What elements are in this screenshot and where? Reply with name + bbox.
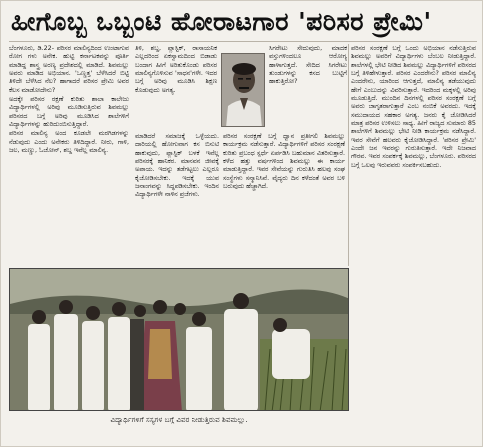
article-column-1 (9, 44, 129, 266)
paragraph: ಪರಿಸರ ಮಾಲಿನ್ಯ ಅಂದ ಕೂಡಲೇ ಮರಗಿಡಗಳನ್ನು ನೆಡುವುದು ಎಂದು ಅನೇಕರು ತಿಳಿದಿದ್ದಾರೆ. ನೀರು, ಗಾಳಿ, ಜಲ, ಮಣ್ಣು, ಓಜೋನ್, ಶಬ್ದ ಇವೆಲ್ಲ ಮಾಲಿನ್ಯ. (9, 129, 129, 155)
column-divider (348, 44, 349, 266)
article-column-2-bottom (135, 132, 219, 266)
article-column-4 (351, 44, 476, 444)
paragraph: ಸಿಗರೇಟು ಸೇದುವುದು, ಮಾದಕ ವಸ್ತುಗಳಿಂದಲೂ ಆರೋಗ್ಯ ಹಾಳಾಗುತ್ತದೆ. ಸೇದಿದ ಸಿಗರೇಟು ತುಂಡುಗಳನ್ನು ಕಸದ ಬುಟ್ಟಿಗೆ ಹಾಕುತ್ತಿರೋ? (269, 44, 347, 86)
paragraph: ಪರಿಸರ ಸಂರಕ್ಷಣೆ ಬಗ್ಗೆ ಧ್ವಾನ ಪ್ರತೀಗಲಿ ಶಿವಮಲ್ಲು ಕಾರ್ಯಕ್ರಮ ನಡೆಸುತ್ತಾರೆ. ವಿದ್ಯಾರ್ಥಿಗಳಿಗೆ ಪರಿಸರ ಸಂರಕ್ಷಣೆ ಕುರಿತು ಪ್ರಬಂಧ ಸ್ಪರ್ಧೆ ಏರ್ಪಡಿಸಿ ಬಹುಮಾನ ವಿತರಿಸುತ್ತಾರೆ. ಕಳೆದ ಹತ್ತು ವರ್ಷಗಳಿಂದ ಶಿವಮಲ್ಲು ಈ ಕಾರ್ಯ ಮಾಡುತ್ತಿದ್ದಾರೆ. ಇವರ ಸೇವೆಯನ್ನು ಗುರುತಿಸಿ ಹಲವು ಸಂಘ ಸಂಸ್ಥೆಗಳು ಸನ್ಮಾನಿಸಿವೆ. ವೈದ್ಯರು ದಿನ ಕಳೆದಂತೆ ಅವರ ಬಳಿ ಬರುವುದು ಹೆಚ್ಚಾಗಿದೆ. (223, 132, 345, 191)
portrait-photo (221, 53, 265, 127)
headline: ಹೀಗೊಬ್ಬ ಒಬ್ಬಂಟಿ ಹೋರಾಟಗಾರ 'ಪರಿಸರ ಪ್ರೇಮಿ' (11, 7, 432, 36)
article-column-3 (223, 132, 345, 267)
paragraph: ತಿಳಿ, ಶಬ್ದ, ಪ್ಲಾಸ್ಟಿಕ್, ರಾಸಾಯನಿಕ ಎಲ್ಲದರಿಂದ ಏಕಸ್ವಾಮದಿಂದ ಬಿಡಾಡು ಬಂದಾಗ ಹೀಗೆ ಅರಿತುಕೊಂಡು ಪರಿಸರ ಮಾಲಿನ್ಯಗೊಳಿಸುವ 'ಸಾಧನ'ಗಳೇ. ಇದರ ಬಗ್ಗೆ ಅರಿವು ಮೂಡಿಸಿ ಶಿಕ್ಷಣ ಕೊಡುವುದು ಅಗತ್ಯ. (135, 44, 217, 94)
headline-rule (9, 41, 477, 42)
paragraph: ಪರಿಸರ ಸಂರಕ್ಷಣೆ ಬಗ್ಗೆ ಒಂದು ಅಭಿಯಾನ ನಡೆಸುತ್ತಿರುವ ಶಿವಮಲ್ಲು ಅವರಿಗೆ ವಿದ್ಯಾರ್ಥಿಗಳು ಬೆಂಬಲ ನೀಡುತ್ತಿದ್ದಾರೆ. ಶಾಲೆಗಳಲ್ಲಿ ಭೇಟಿ ನೀಡಿದ ಶಿವಮಲ್ಲು ವಿದ್ಯಾರ್ಥಿಗಳಿಗೆ ಪರಿಸರದ ಬಗ್ಗೆ ತಿಳಿಹೇಳುತ್ತಾರೆ. ಪರಿಸರ ಎಂದರೇನು? ಪರಿಸರ ಮಾಲಿನ್ಯ ಎಂದರೇನು, ಯಾರಿಂದ ಆಗುತ್ತದೆ, ಮಾಲಿನ್ಯ ತಡೆಯುವುದು ಹೇಗೆ ಎಂಬುದನ್ನು ವಿವರಿಸುತ್ತಾರೆ. ಇದರಿಂದ ಮಕ್ಕಳಲ್ಲಿ ಅರಿವು ಮೂಡುತ್ತಿದೆ. ಮುಂದಿನ ದಿನಗಳಲ್ಲಿ ಪರಿಸರ ಸಂರಕ್ಷಣೆ ಬಗ್ಗೆ ಅವರು ಜಾಗೃತರಾಗುತ್ತಾರೆ ಎಂಬ ನಂಬಿಕೆ ಅವರದು. ಇದಕ್ಕೆ ಸಮುದಾಯದ ಸಹಕಾರ ಅಗತ್ಯ. ಜನರು ಕೈ ಜೋಡಿಸಿದರೆ ಮಾತ್ರ ಪರಿಸರ ಉಳಿಸಲು ಸಾಧ್ಯ. ಹೀಗೆ ರಾಜ್ಯದ ಸುಮಾರು 85 ಶಾಲೆಗಳಿಗೆ ಶಿವಮಲ್ಲು ಭೇಟಿ ನೀಡಿ ಕಾರ್ಯಕ್ರಮ ನಡೆಸಿದ್ದಾರೆ. ಇವರ ಸೇವೆಗೆ ಹಲವರು ಕೈಜೋಡಿಸಿದ್ದಾರೆ. 'ಪರಿಸರ ಪ್ರೇಮಿ' ಎಂದೇ ಜನ ಇವರನ್ನು ಗುರುತಿಸುತ್ತಾರೆ. ಇದೇ ನಿಜವಾದ ಗೌರವ. ಇವರ ಸಂಪರ್ಕಕ್ಕೆ ಶಿವಮಲ್ಲು, ಬೆಂಗಳೂರು. ಪರಿಸರದ ಬಗ್ಗೆ ಒಲವು ಇರುವವರು ಸಂಪರ್ಕಿಸಬಹುದು. (351, 44, 476, 169)
article-column-2-top (135, 44, 217, 128)
photo-caption: ವಿದ್ಯಾರ್ಥಿಗಳಿಗೆ ಸಸ್ಯಗಳ ಬಗ್ಗೆ ವಿವರ ನೀಡುತ್ತಿರುವ ಶಿವಮಲ್ಲು. (110, 415, 248, 424)
paragraph: ಬೆಂಗಳೂರು, ಡಿ.22- ಪರಿಸರ ಮಾಲಿನ್ಯದಿಂದ ಉಂಟಾಗುವ ರೋಗ ಗಳು ಅನೇಕ. ಹುಟ್ಟಿ ಕರ್ನಾಟಕವನ್ನು ಪೂರ್ತಿ ಮಾಡಿದ್ದ ಶಾಸ್ತ್ರ ಅರಣ್ಯ ಪ್ರದೇಶದಲ್ಲಿ ಮಾಡಿದೆ. ಶಿವಮಲ್ಲು ಅವರು ಮಾಡಿದ ಅಭಿಯಾನ. 'ಒಣ್ಣತ್ತ' ಬೆಳೆಸಿದರೆ ಬಿಟ್ಟಿ ತಿಳಿದೇ ಬೆಳೆಸಿದ ನೆಲ? ಹಾಗಾದರೆ ಪರಿಸರ ಪ್ರೇಮಿ ಅವರ ಕೆಲಸ ಮಾಡೋದೇನು? (9, 44, 129, 94)
paragraph: ಮಾಡಿದರೆ ಸಮಾಜಕ್ಕೆ ಒಳ್ಳೆಯದು. ದಾರಿಯಲ್ಲಿ ಹೋಗುವಾಗ ಕಸ ಬಿಸುಟಿ ಹಾಕುವುದು, ಪ್ಲಾಸ್ಟಿಕ್ ಬಳಕೆ ಇವೆಲ್ಲ ಪರಿಸರಕ್ಕೆ ಹಾನಿಕರ. ಮಾನವನ ಜೀವಕ್ಕೆ ಅಪಾಯ. ಇದನ್ನು ತಡೆಗಟ್ಟಲು ಎಲ್ಲರೂ ಕೈಜೋಡಿಸಬೇಕು. ಇದಕ್ಕೆ ಯುವ ಜನಾಂಗವನ್ನು ಸಿದ್ಧಪಡಿಸಬೇಕು. ಇಂದಿನ ವಿದ್ಯಾರ್ಥಿಗಳೇ ನಾಳಿನ ಪ್ರಜೆಗಳು. (135, 132, 219, 199)
paragraph: ಅದಕ್ಕೇ ಪರಿಸರ ರಕ್ಷಣೆ ಕುರಿತು ಶಾಲಾ ಕಾಲೇಜು ವಿದ್ಯಾರ್ಥಿಗಳಲ್ಲಿ ಅರಿವು ಮೂಡಿಸುತ್ತಿರುವ ಶಿವಮಲ್ಲು ಪರಿಸರದ ಬಗ್ಗೆ ಅರಿವು ಮೂಡಿಸಿದ ಶಾಲೆಗಳಿಗೆ ವಿದ್ಯಾರ್ಥಿಗಳನ್ನು ಹುರಿದುಂಬಿಸುತ್ತಿದ್ದಾರೆ. (9, 95, 129, 129)
article-column-3-top (269, 44, 347, 128)
group-photo (9, 268, 349, 411)
